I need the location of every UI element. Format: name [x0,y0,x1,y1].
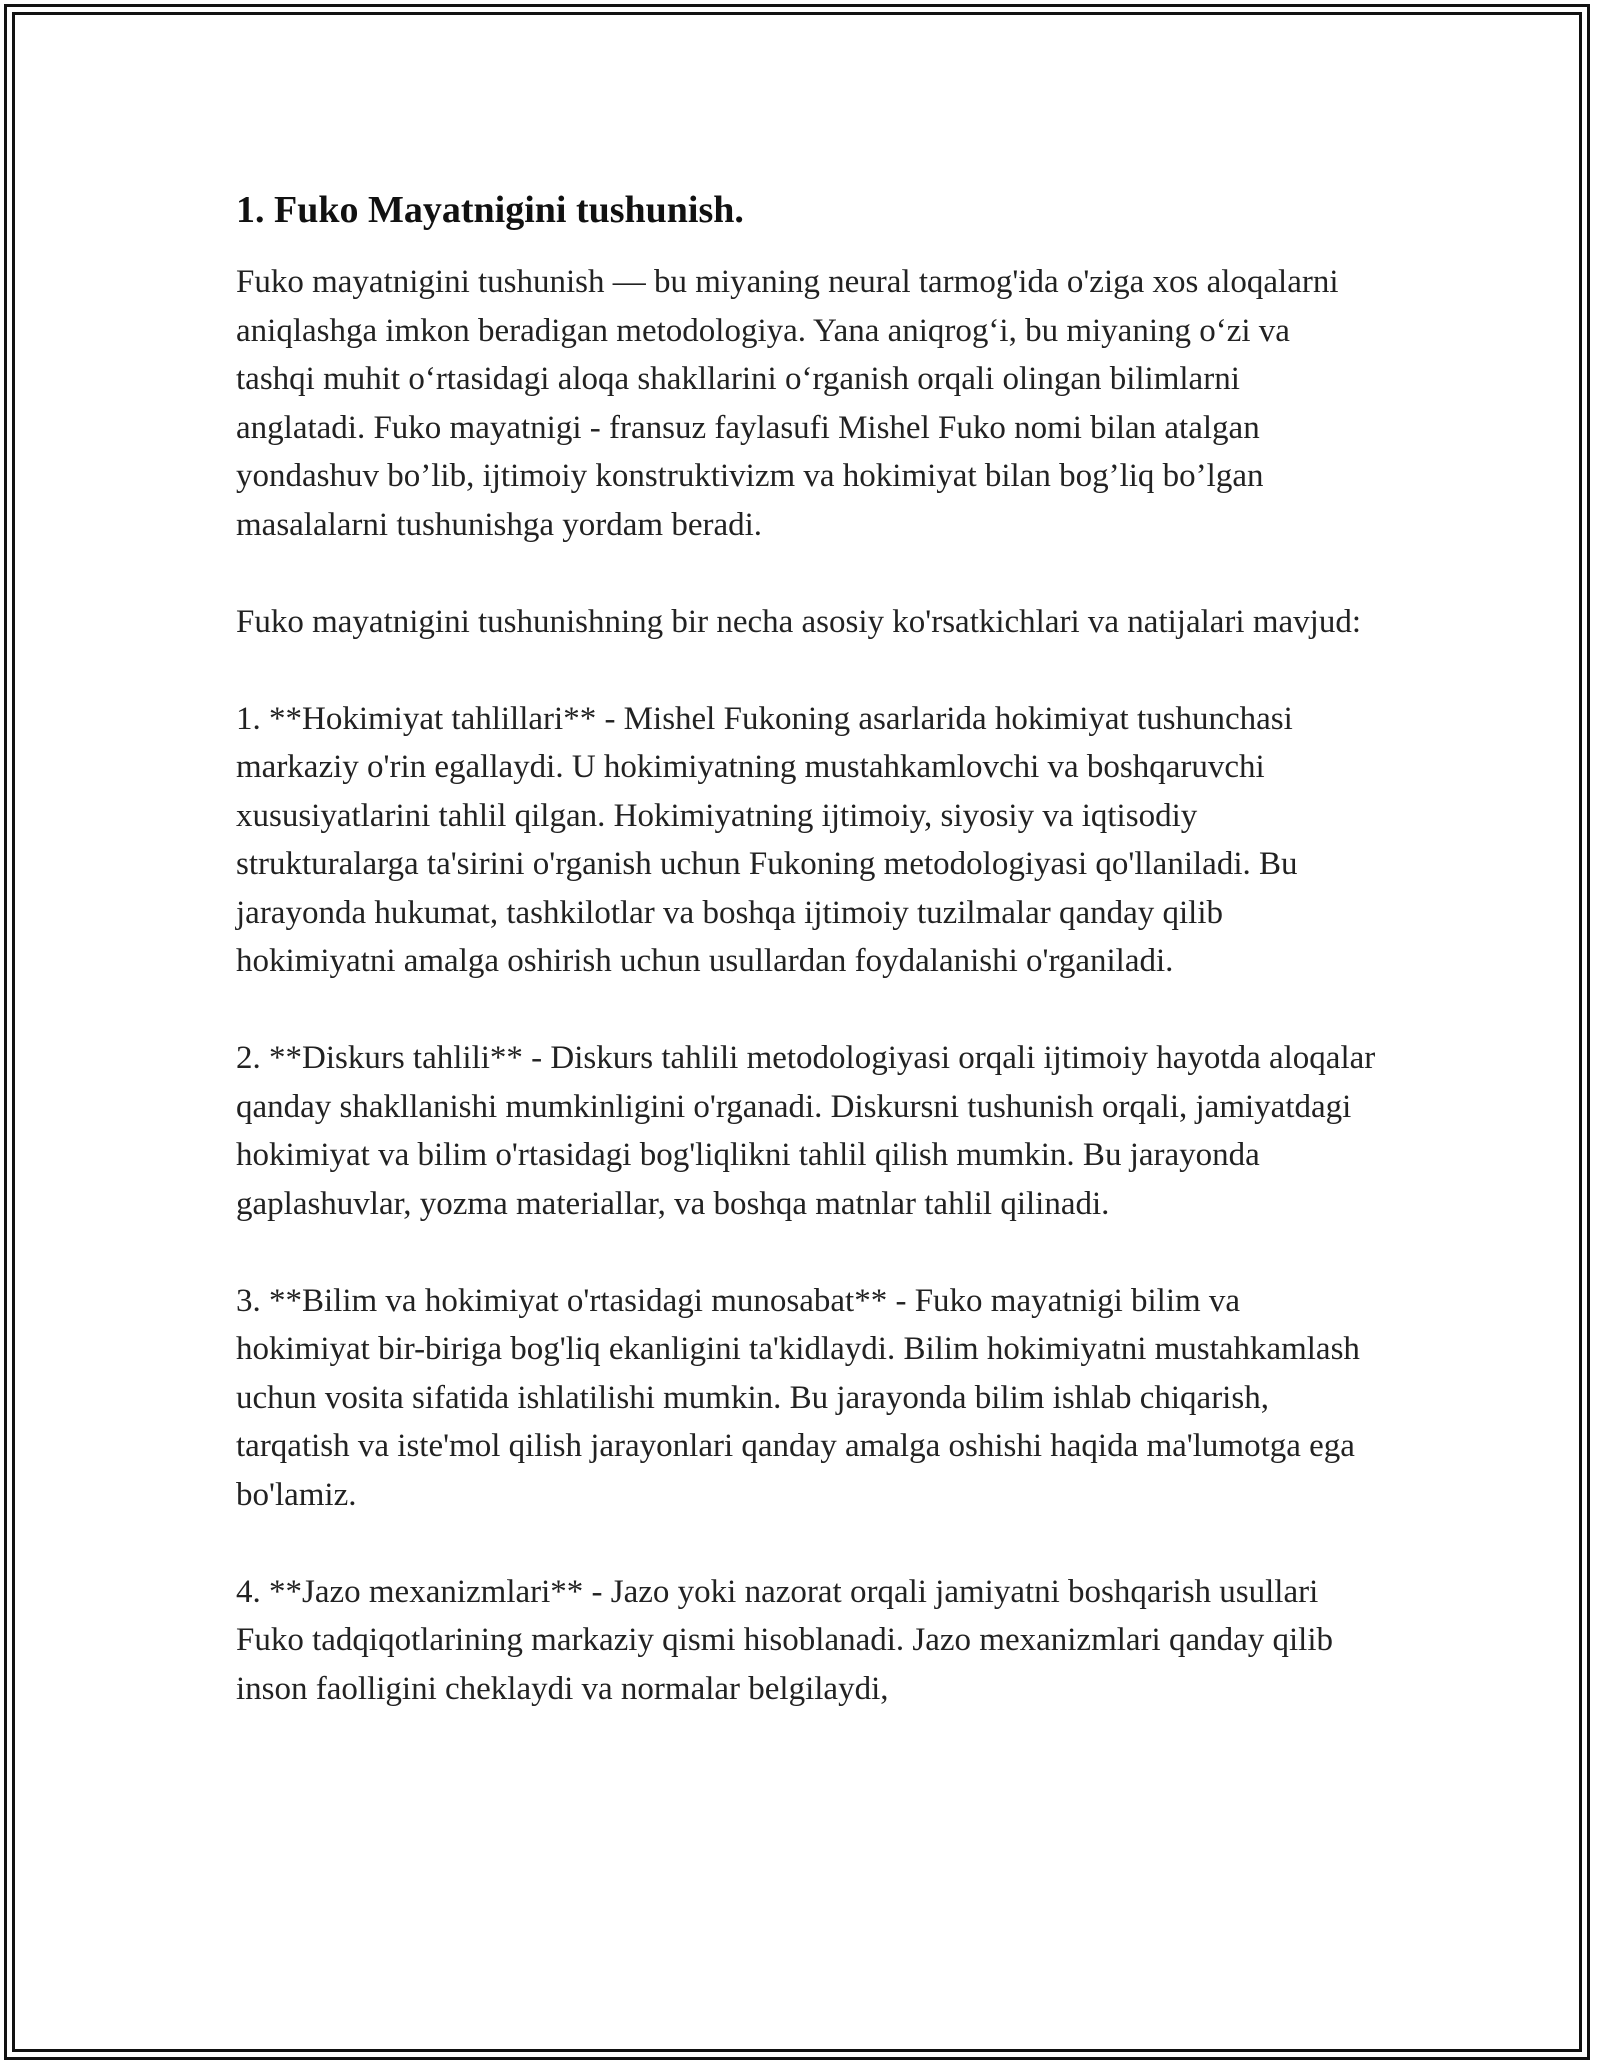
paragraph-item-3: 3. **Bilim va hokimiyat o'rtasidagi munosabat** - Fuko mayatnigi bilim va hokimiyat bir-biriga bog'liq ekanligini ta'kidlaydi. Bilim hokimiyatni mustahkamlash uchun vosita sifatida ishlatilishi mumkin. Bu jarayonda bilim ishlab chiqarish, tarqatish va iste'mol qilish jarayonlari qanday amalga oshishi haqida ma'lumotga ega bo'lamiz. [236,1282,1360,1513]
paragraph-indicators: Fuko mayatnigini tushunishning bir necha asosiy ko'rsatkichlari va natijalari mavjud: [236,603,1361,640]
paragraph-intro: Fuko mayatnigini tushunish — bu miyaning neural tarmog'ida o'ziga xos aloqalarni aniqlashga imkon beradigan metodologiya. Yana aniqrog‘i, bu miyaning o‘zi va tashqi muhit o‘rtasidagi aloqa shakllarini o‘rganish orqali olingan bilimlarni anglatadi. Fuko mayatnigi - fransuz faylasufi Mishel Fuko nomi bilan atalgan yondashuv bo’lib, ijtimoiy konstruktivizm va hokimiyat bilan bog’liq bo’lgan masalalarni tushunishga yordam beradi. [236,264,1339,543]
document-body [236,184,1376,1762]
paragraph-item-1: 1. **Hokimiyat tahlillari** - Mishel Fukoning asarlarida hokimiyat tushunchasi markaziy o'rin egallaydi. U hokimiyatning mustahkamlovchi va boshqaruvchi xususiyatlarini tahlil qilgan. Hokimiyatning ijtimoiy, siyosiy va iqtisodiy strukturalarga ta'sirini o'rganish uchun Fukoning metodologiyasi qo'llaniladi. Bu jarayonda hukumat, tashkilotlar va boshqa ijtimoiy tuzilmalar qanday qilib hokimiyatni amalga oshirish uchun usullardan foydalanishi o'rganiladi. [236,700,1298,979]
paragraph-item-2: 2. **Diskurs tahlili** - Diskurs tahlili metodologiyasi orqali ijtimoiy hayotda aloqalar qanday shakllanishi mumkinligini o'rganadi. Diskursni tushunish orqali, jamiyatdagi hokimiyat va bilim o'rtasidagi bog'liqlikni tahlil qilish mumkin. Bu jarayonda gaplashuvlar, yozma materiallar, va boshqa matnlar tahlil qilinadi. [236,1040,1376,1222]
document-heading: 1. Fuko Mayatnigini tushunish. [236,189,744,231]
paragraph-item-4: 4. **Jazo mexanizmlari** - Jazo yoki nazorat orqali jamiyatni boshqarish usullari Fuko tadqiqotlarining markaziy qismi hisoblanadi. Jazo mexanizmlari qanday qilib inson faolligini cheklaydi va normalar belgilaydi, [236,1573,1334,1707]
